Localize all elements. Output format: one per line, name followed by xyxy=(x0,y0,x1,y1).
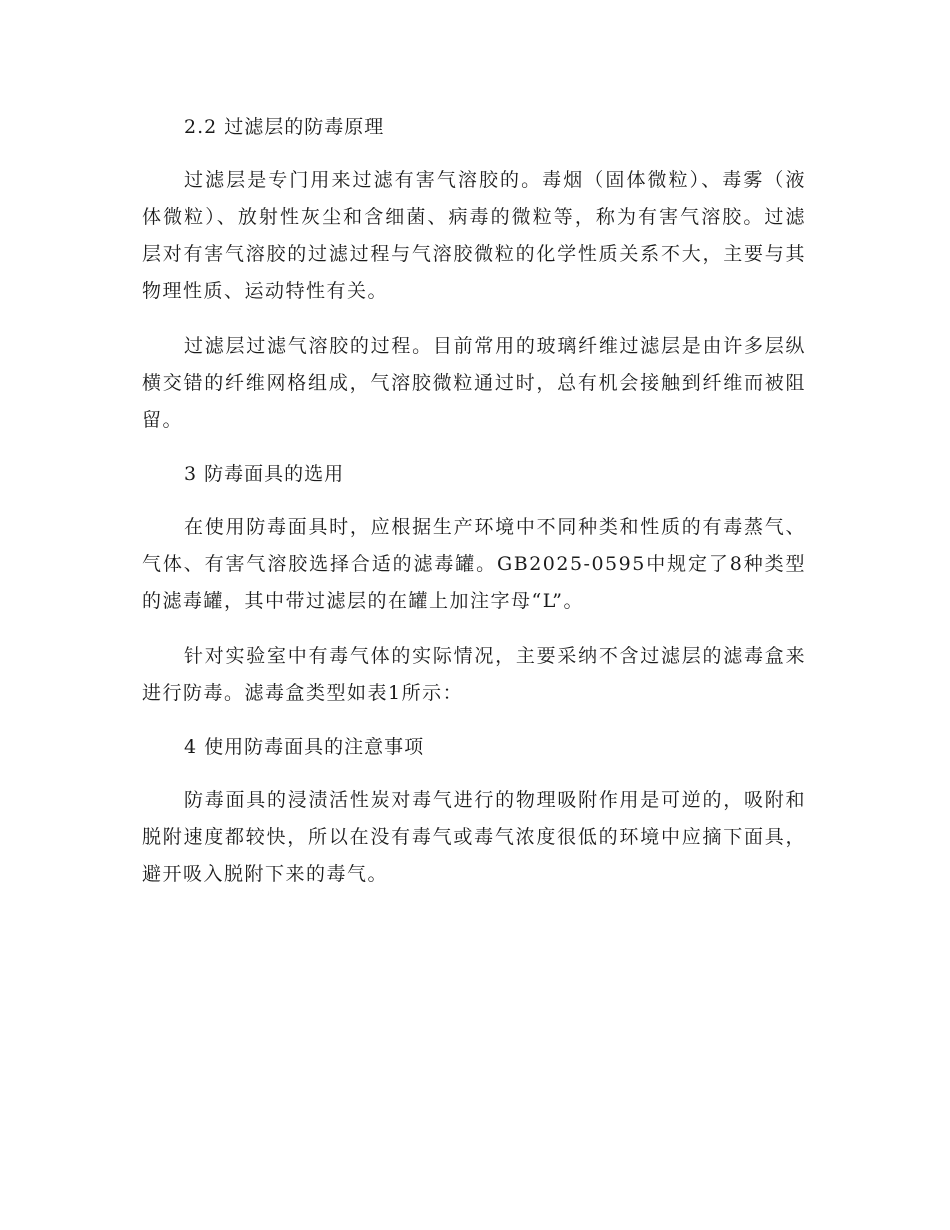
document-body xyxy=(142,110,806,911)
section-heading-4: 4 使用防毒面具的注意事项 xyxy=(184,736,425,758)
paragraph-lab-filter-box: 针对实验室中有毒气体的实际情况，主要采纳不含过滤层的滤毒盒来进行防毒。滤毒盒类型如表1所示： xyxy=(142,645,806,704)
paragraph-mask-selection: 在使用防毒面具时，应根据生产环境中不同种类和性质的有毒蒸气、气体、有害气溶胶选择合适的滤毒罐。GB2025-0595中规定了8种类型的滤毒罐，其中带过滤层的在罐上加注字母“L”。 xyxy=(142,516,806,612)
paragraph-filter-layer-definition: 过滤层是专门用来过滤有害气溶胶的。毒烟（固体微粒）、毒雾（液体微粒）、放射性灰尘和含细菌、病毒的微粒等，称为有害气溶胶。过滤层对有害气溶胶的过滤过程与气溶胶微粒的化学性质关系不大，主要与其物理性质、运动特性有关。 xyxy=(142,169,806,302)
paragraph-filter-process: 过滤层过滤气溶胶的过程。目前常用的玻璃纤维过滤层是由许多层纵横交错的纤维网格组成，气溶胶微粒通过时，总有机会接触到纤维而被阻留。 xyxy=(142,335,806,431)
section-heading-3: 3 防毒面具的选用 xyxy=(184,463,345,485)
paragraph-usage-precautions: 防毒面具的浸渍活性炭对毒气进行的物理吸附作用是可逆的，吸附和脱附速度都较快，所以在没有毒气或毒气浓度很低的环境中应摘下面具，避开吸入脱附下来的毒气。 xyxy=(142,789,806,885)
section-heading-2-2: 2.2 过滤层的防毒原理 xyxy=(184,116,385,138)
